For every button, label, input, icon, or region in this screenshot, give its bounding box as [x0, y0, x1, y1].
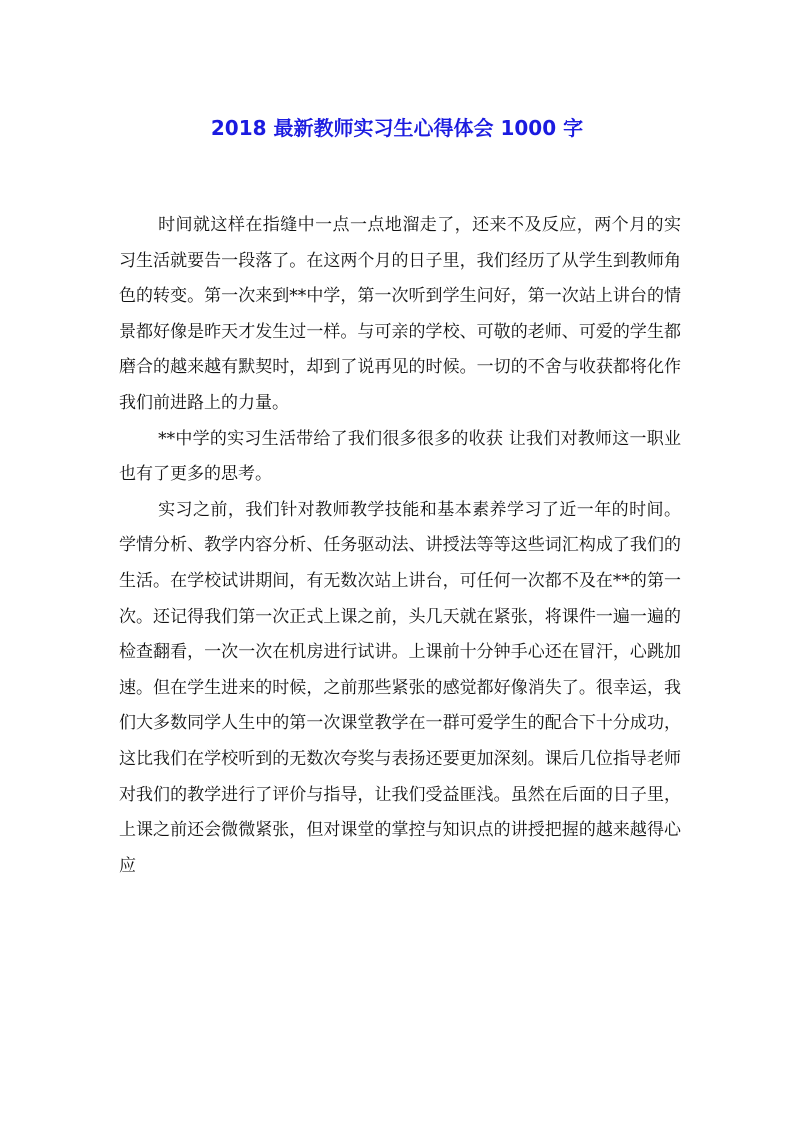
- paragraph-1: 时间就这样在指缝中一点一点地溜走了，还来不及反应，两个月的实习生活就要告一段落了。在这两个月的日子里，我们经历了从学生到教师角色的转变。第一次来到**中学，第一次听到学生问好，第一次站上讲台的情景都好像是昨天才发生过一样。与可亲的学校、可敬的老师、可爱的学生都磨合的越来越有默契时，却到了说再见的时候。一切的不舍与收获都将化作我们前进路上的力量。: [119, 215, 681, 413]
- document-body: [119, 208, 681, 884]
- document-title: 2018 最新教师实习生心得体会 1000 字: [210, 116, 584, 140]
- paragraph-2: **中学的实习生活带给了我们很多很多的收获 让我们对教师这一职业也有了更多的思考。: [119, 428, 681, 485]
- paragraph-3: 实习之前，我们针对教师教学技能和基本素养学习了近一年的时间。学情分析、教学内容分析、任务驱动法、讲授法等等这些词汇构成了我们的生活。在学校试讲期间，有无数次站上讲台，可任何一次都不及在**的第一次。还记得我们第一次正式上课之前，头几天就在紧张，将课件一遍一遍的检查翻看，一次一次在机房进行试讲。上课前十分钟手心还在冒汗，心跳加速。但在学生进来的时候，之前那些紧张的感觉都好像消失了。很幸运，我们大多数同学人生中的第一次课堂教学在一群可爱学生的配合下十分成功，这比我们在学校听到的无数次夸奖与表扬还要更加深刻。课后几位指导老师对我们的教学进行了评价与指导，让我们受益匪浅。虽然在后面的日子里，上课之前还会微微紧张，但对课堂的掌控与知识点的讲授把握的越来越得心应: [119, 499, 681, 876]
